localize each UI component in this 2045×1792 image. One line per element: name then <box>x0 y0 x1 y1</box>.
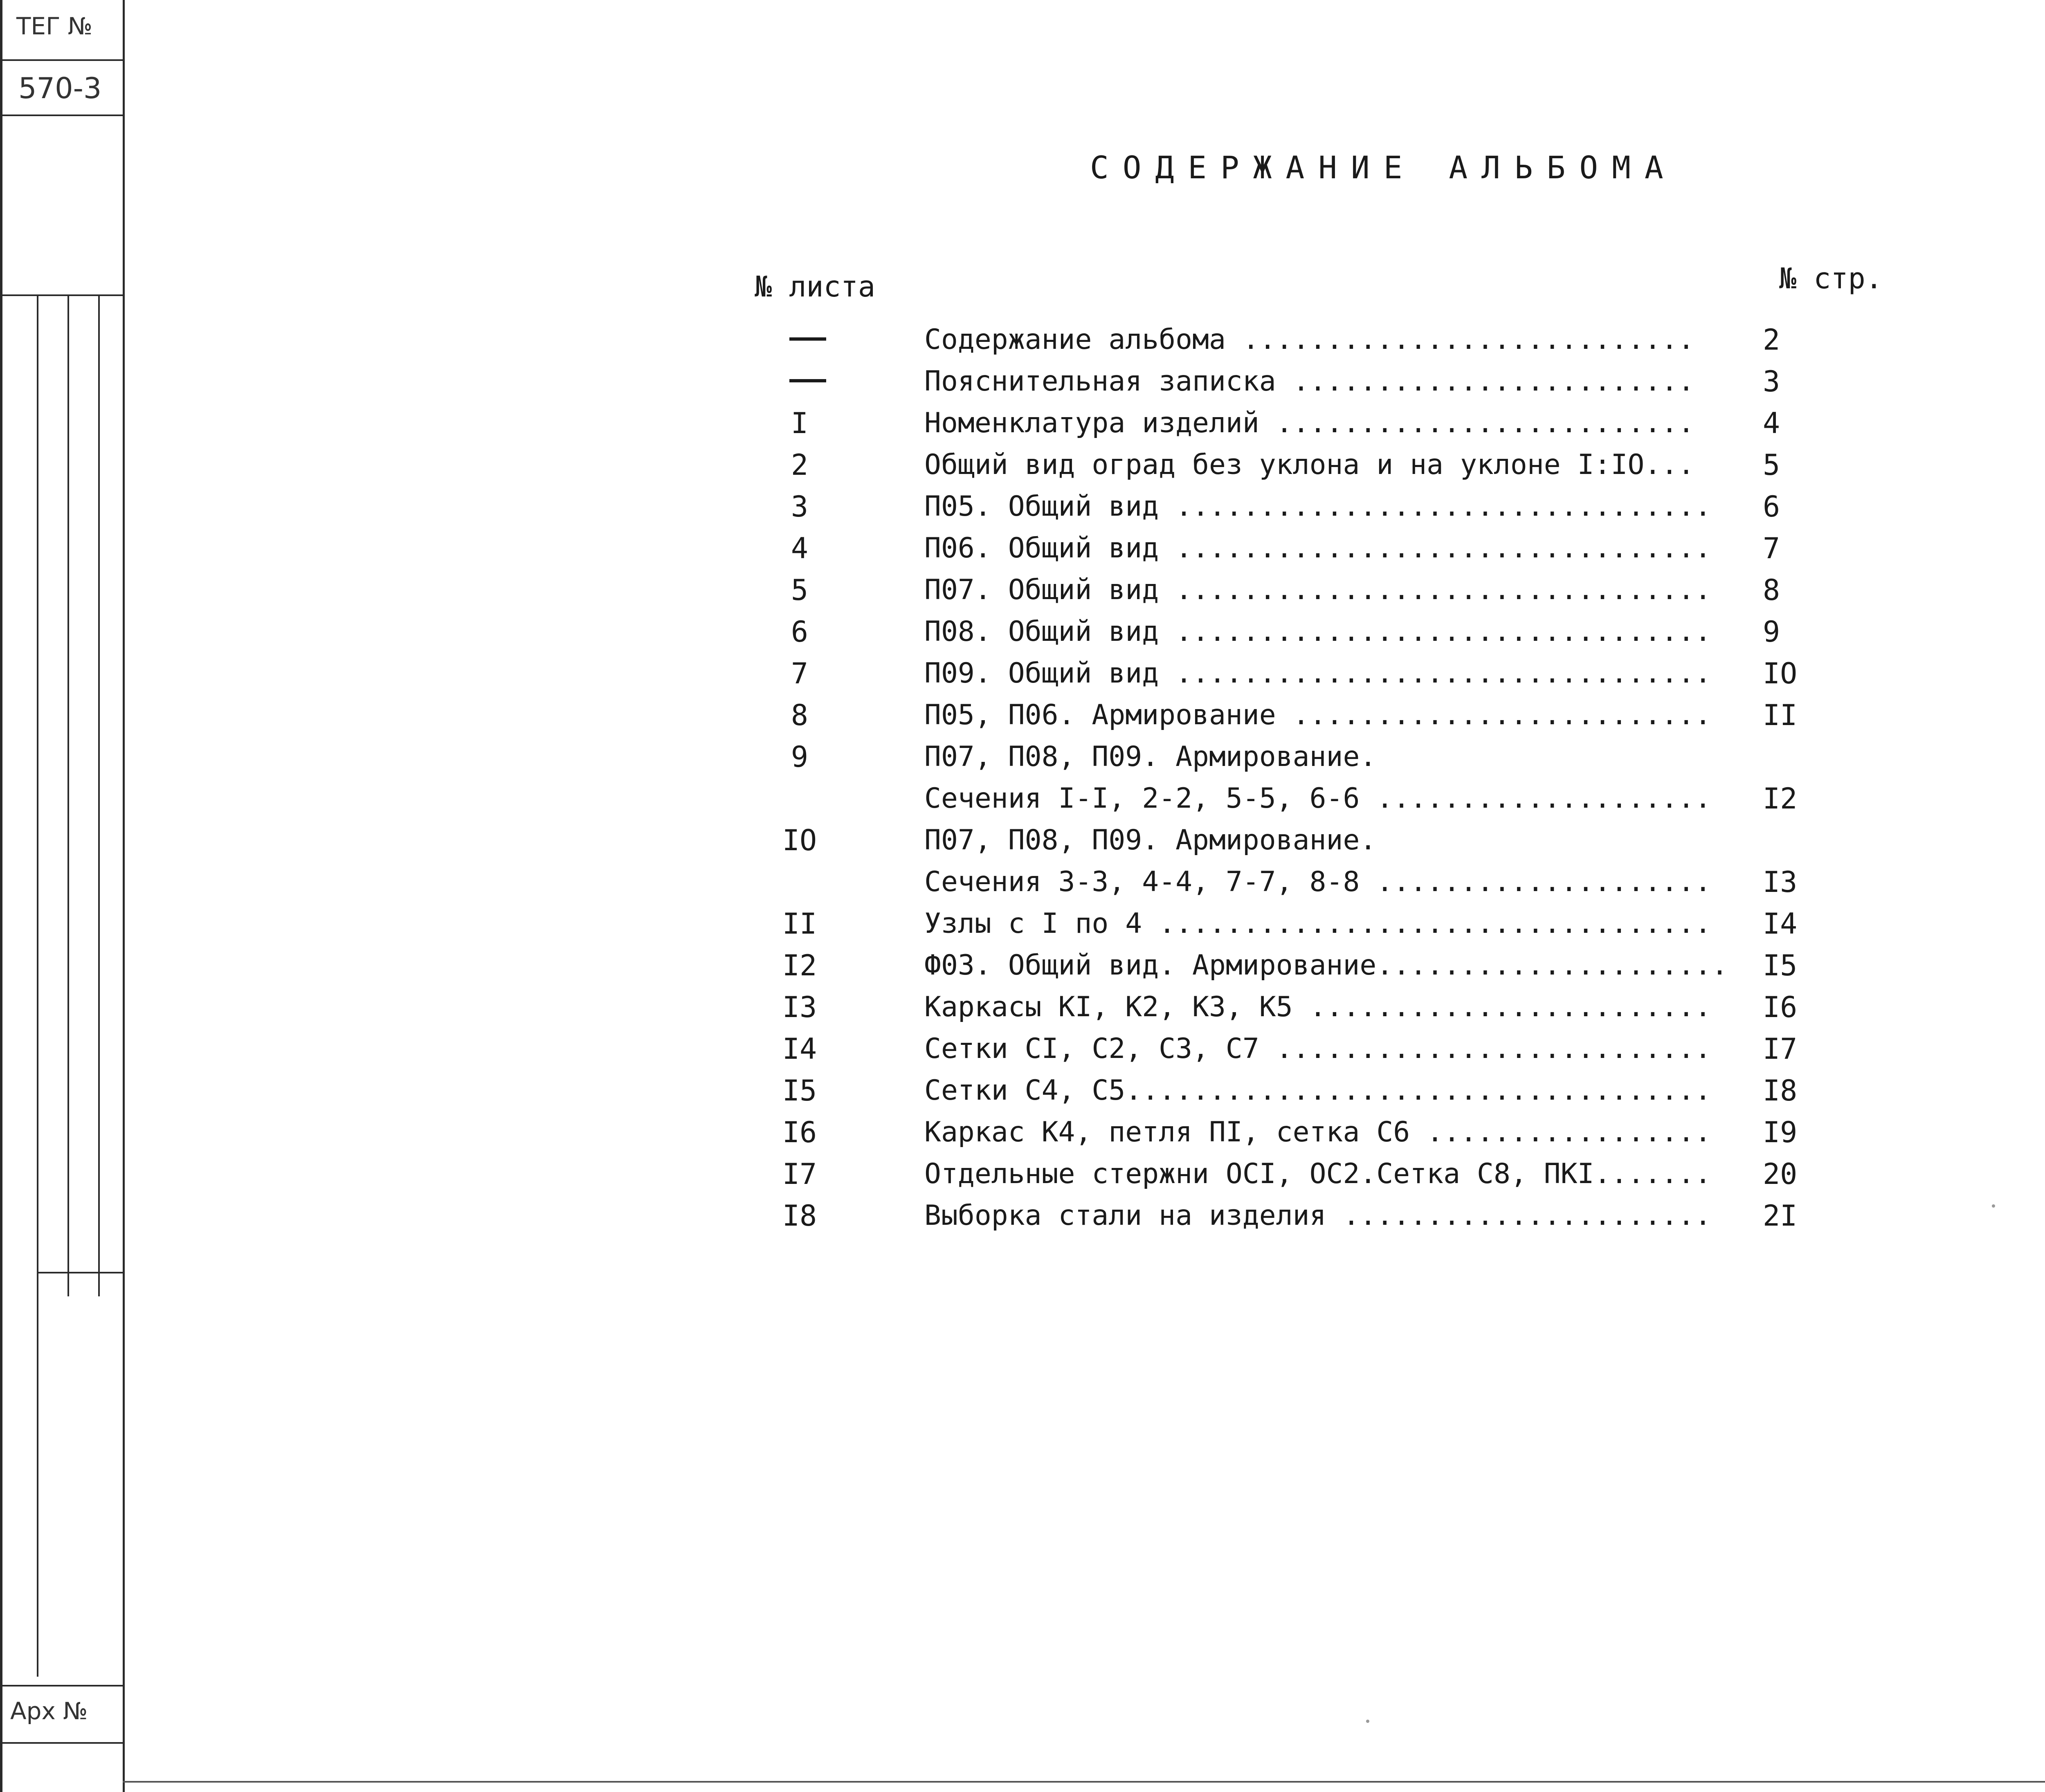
item-title: Узлы с I по 4 ................................. <box>924 907 1712 940</box>
item-title: Сечения I-I, 2-2, 5-5, 6-6 .................... <box>924 782 1712 815</box>
dash-mark <box>789 337 826 341</box>
item-title: П05, П06. Армирование ......................... <box>924 699 1712 731</box>
list-item <box>732 486 1959 528</box>
sheet-number: I2 <box>782 949 817 982</box>
sheet-number-header: № листа <box>755 270 876 303</box>
page-number: I2 <box>1763 782 1798 815</box>
page-number: I4 <box>1763 907 1798 941</box>
list-item <box>732 444 1959 486</box>
sheet-number: II <box>782 907 817 941</box>
item-title: Сетки СI, С2, С3, С7 .......................... <box>924 1033 1712 1065</box>
dash-mark <box>789 379 826 382</box>
sheet-number: 3 <box>791 490 809 523</box>
stamp-frame-col-2 <box>67 294 69 1296</box>
stamp-frame-col-3 <box>98 294 100 1296</box>
sheet-number: I4 <box>782 1032 817 1066</box>
item-title: Номенклатура изделий ......................... <box>924 407 1695 439</box>
series-label: ТЕГ № <box>16 12 93 40</box>
sheet-number: IO <box>782 824 817 857</box>
list-item <box>732 1195 1959 1237</box>
item-title: Пояснительная записка ........................ <box>924 365 1695 397</box>
page-number: I5 <box>1763 949 1798 982</box>
page-number: I3 <box>1763 865 1798 899</box>
list-item <box>732 361 1959 402</box>
list-item <box>732 778 1959 820</box>
item-title: Содержание альбома ........................... <box>924 323 1695 356</box>
item-title: П07. Общий вид ................................ <box>924 574 1712 606</box>
page-title: СОДЕРЖАНИЕ АЛЬБОМА <box>1090 149 1677 186</box>
page-number: 6 <box>1763 490 1780 523</box>
sheet-number: I8 <box>782 1199 817 1233</box>
list-item <box>732 1070 1959 1112</box>
list-item <box>732 1153 1959 1195</box>
page-number: 2I <box>1763 1199 1798 1233</box>
stamp-frame-block-mid <box>37 1272 125 1273</box>
list-item <box>732 694 1959 736</box>
series-number: 570-3 <box>18 72 102 105</box>
archive-label: Арх № <box>10 1697 88 1725</box>
item-title: Каркасы КI, К2, К3, К5 ........................ <box>924 991 1712 1023</box>
bottom-border <box>123 1781 2045 1783</box>
scan-speck <box>1992 1204 1995 1208</box>
stamp-frame-block-top <box>0 294 125 296</box>
page-number: II <box>1763 698 1798 732</box>
stamp-frame-top-divider <box>0 59 125 61</box>
stamp-frame-inner-right <box>123 0 125 1792</box>
page-number: 4 <box>1763 406 1780 440</box>
sheet-number: I3 <box>782 990 817 1024</box>
sheet-number: 5 <box>791 573 809 607</box>
list-item <box>732 945 1959 986</box>
item-title: П07, П08, П09. Армирование. <box>924 824 1377 856</box>
page-number: 5 <box>1763 448 1780 482</box>
contents-list <box>732 319 1959 1237</box>
page-number: 20 <box>1763 1157 1798 1191</box>
stamp-frame-series-divider <box>0 115 125 116</box>
item-title: П09. Общий вид ................................ <box>924 657 1712 689</box>
stamp-frame-archive-divider <box>0 1685 125 1686</box>
item-title: П07, П08, П09. Армирование. <box>924 741 1377 773</box>
item-title: П06. Общий вид ................................ <box>924 532 1712 564</box>
item-title: П05. Общий вид ................................ <box>924 490 1712 523</box>
sheet-number: I <box>791 406 809 440</box>
page-number: 2 <box>1763 323 1780 357</box>
page-number: IO <box>1763 657 1798 690</box>
sheet-number: 2 <box>791 448 809 482</box>
page-number: I9 <box>1763 1116 1798 1149</box>
page-number: I7 <box>1763 1032 1798 1066</box>
page-number: 8 <box>1763 573 1780 607</box>
sheet-number: 8 <box>791 698 809 732</box>
list-item <box>732 736 1959 778</box>
item-title: П08. Общий вид ................................ <box>924 615 1712 648</box>
page-number-header: № стр. <box>1779 262 1883 295</box>
item-title: Ф03. Общий вид. Армирование..................... <box>924 949 1728 981</box>
list-item <box>732 1028 1959 1070</box>
item-title: Общий вид оград без уклона и на уклоне I:IO... <box>924 449 1695 481</box>
item-title: Сетки С4, С5................................... <box>924 1074 1712 1107</box>
scan-speck <box>1366 1720 1369 1723</box>
sheet-number: I6 <box>782 1116 817 1149</box>
item-title: Выборка стали на изделия ...................... <box>924 1199 1712 1232</box>
page-number: 7 <box>1763 532 1780 565</box>
sheet-number: 6 <box>791 615 809 649</box>
stamp-frame-col-1 <box>37 294 38 1677</box>
page-number: I8 <box>1763 1074 1798 1107</box>
list-item <box>732 903 1959 945</box>
list-item <box>732 820 1959 861</box>
list-item <box>732 528 1959 569</box>
sheet-number: 7 <box>791 657 809 690</box>
page-number: I6 <box>1763 990 1798 1024</box>
list-item <box>732 402 1959 444</box>
page-number: 9 <box>1763 615 1780 649</box>
sheet-number: 4 <box>791 532 809 565</box>
item-title: Сечения 3-3, 4-4, 7-7, 8-8 .................... <box>924 866 1712 898</box>
list-item <box>732 1112 1959 1153</box>
item-title: Отдельные стержни ОСI, ОС2.Сетка С8, ПКI....... <box>924 1158 1712 1190</box>
list-item <box>732 986 1959 1028</box>
list-item <box>732 319 1959 361</box>
stamp-frame-bottom-divider <box>0 1742 125 1744</box>
list-item <box>732 611 1959 653</box>
stamp-frame-outer-left <box>0 0 2 1792</box>
list-item <box>732 861 1959 903</box>
list-item <box>732 569 1959 611</box>
list-item <box>732 653 1959 694</box>
item-title: Каркас К4, петля ПI, сетка С6 ................. <box>924 1116 1712 1148</box>
page-number: 3 <box>1763 365 1780 398</box>
sheet-number: I5 <box>782 1074 817 1107</box>
sheet-number: I7 <box>782 1157 817 1191</box>
sheet-number: 9 <box>791 740 809 774</box>
